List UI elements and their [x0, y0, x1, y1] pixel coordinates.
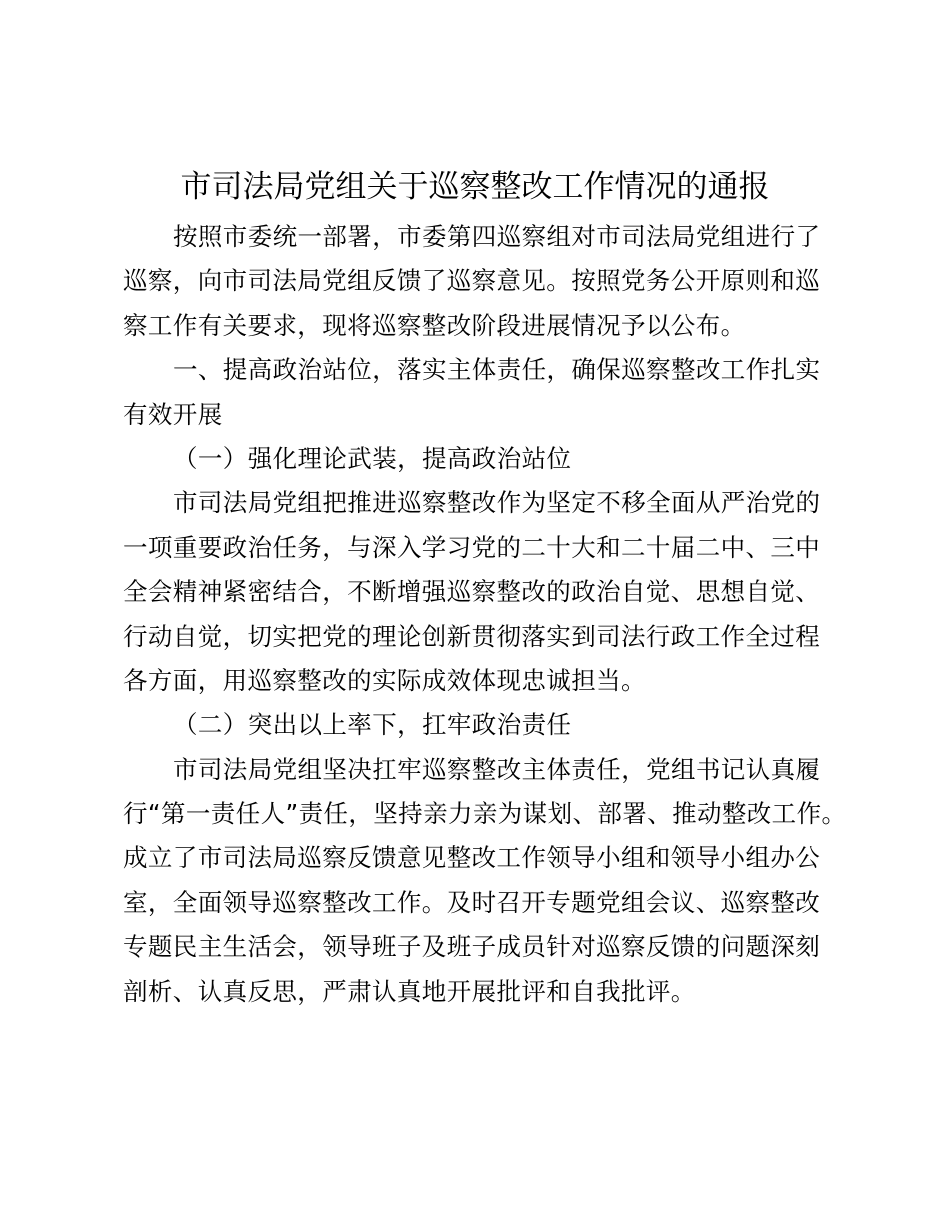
text-line: 各方面，用巡察整改的实际成效体现忠诚担当。 [123, 665, 646, 695]
text-line: 行“第一责任人”责任，坚持亲力亲为谋划、部署、推动整改工作。 [123, 799, 847, 829]
text-line: 一项重要政治任务，与深入学习党的二十大和二十届二中、三中 [123, 532, 821, 562]
text-line: （二）突出以上率下，扛牢政治责任 [173, 710, 572, 740]
text-line: 剖析、认真反思，严肃认真地开展批评和自我批评。 [123, 976, 696, 1006]
paragraph [123, 703, 843, 747]
text-line: 察工作有关要求，现将巡察整改阶段进展情况予以公布。 [123, 310, 746, 340]
text-line: 巡察，向市司法局党组反馈了巡察意见。按照党务公开原则和巡 [123, 266, 821, 296]
text-line: （一）强化理论武装，提高政治站位 [173, 443, 572, 473]
paragraph [123, 437, 843, 481]
text-line: 市司法局党组把推进巡察整改作为坚定不移全面从严治党的 [173, 488, 821, 518]
document-title: 市司法局党组关于巡察整改工作情况的通报 [180, 169, 770, 205]
text-line: 一、提高政治站位，落实主体责任，确保巡察整改工作扎实 [173, 355, 821, 385]
text-line: 按照市委统一部署，市委第四巡察组对市司法局党组进行了 [173, 222, 821, 251]
document-body [123, 215, 847, 1014]
paragraph [123, 748, 847, 1014]
paragraph [123, 215, 843, 348]
text-line: 有效开展 [123, 399, 223, 429]
paragraph [123, 348, 843, 437]
text-line: 市司法局党组坚决扛牢巡察整改主体责任，党组书记认真履 [173, 754, 821, 784]
text-line: 全会精神紧密结合，不断增强巡察整改的政治自觉、思想自觉、 [123, 577, 821, 607]
text-line: 成立了市司法局巡察反馈意见整改工作领导小组和领导小组办公 [123, 843, 821, 873]
paragraph [123, 481, 843, 703]
text-line: 室，全面领导巡察整改工作。及时召开专题党组会议、巡察整改 [123, 887, 821, 917]
text-line: 行动自觉，切实把党的理论创新贯彻落实到司法行政工作全过程 [123, 621, 821, 651]
text-line: 专题民主生活会，领导班子及班子成员针对巡察反馈的问题深刻 [123, 932, 821, 962]
